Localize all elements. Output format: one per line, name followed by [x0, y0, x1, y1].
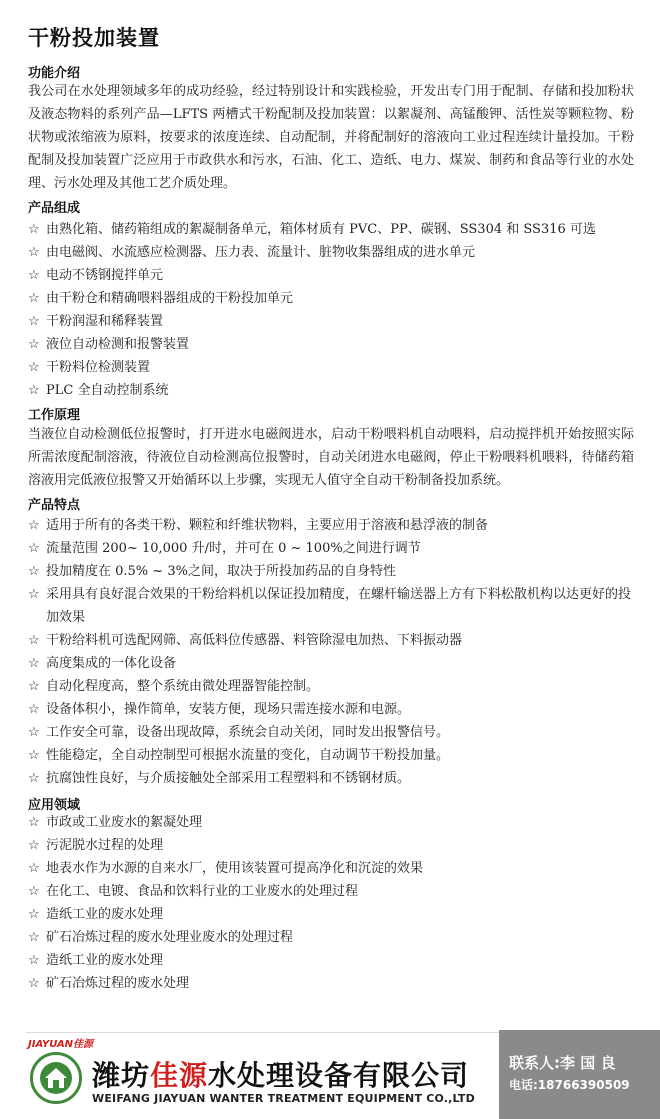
star-bullet-icon: ☆	[28, 587, 40, 602]
section-heading-applications: 应用领域	[28, 798, 81, 813]
list-item-text: 流量范围 200~ 10,000 升/时，并可在 0 ~ 100%之间进行调节	[46, 541, 421, 556]
star-bullet-icon: ☆	[28, 884, 40, 899]
list-item-text: 造纸工业的废水处理	[46, 907, 164, 922]
list-item-text: 污泥脱水过程的处理	[46, 838, 164, 853]
star-bullet-icon: ☆	[28, 360, 40, 375]
list-item	[28, 675, 640, 698]
star-bullet-icon: ☆	[28, 771, 40, 786]
star-bullet-icon: ☆	[28, 748, 40, 763]
list-item	[28, 537, 640, 560]
list-item	[28, 926, 640, 949]
star-bullet-icon: ☆	[28, 383, 40, 398]
star-bullet-icon: ☆	[28, 656, 40, 671]
list-item-text: 适用于所有的各类干粉、颗粒和纤维状物料，主要应用于溶液和悬浮液的制备	[46, 518, 489, 533]
list-item	[28, 310, 640, 333]
list-item	[28, 629, 640, 652]
list-item-text: 设备体积小，操作简单，安装方便，现场只需连接水源和电源。	[46, 702, 411, 717]
list-item-text: 矿石冶炼过程的废水处理	[46, 976, 190, 991]
list-item-text: 性能稳定，全自动控制型可根据水流量的变化，自动调节干粉投加量。	[46, 748, 450, 763]
principle-paragraph: 当液位自动检测低位报警时，打开进水电磁阀进水，启动干粉喂料机自动喂料，启动搅拌机开始按照实际所需浓度配制溶液，待液位自动检测高位报警时，自动关闭进水电磁阀，停止干粉喂料机喂料，待储药箱溶液用完低液位报警又开始循环以上步骤，实现无人值守全自动干粉制备投加系统。	[28, 427, 634, 488]
list-item	[28, 698, 640, 721]
list-item-text: PLC 全自动控制系统	[46, 383, 169, 398]
footer-divider	[26, 1032, 499, 1033]
list-item	[28, 379, 640, 402]
list-item-text: 地表水作为水源的自来水厂，使用该装置可提高净化和沉淀的效果	[46, 861, 424, 876]
star-bullet-icon: ☆	[28, 679, 40, 694]
list-item-text: 市政或工业废水的絮凝处理	[46, 815, 203, 830]
list-item	[28, 834, 640, 857]
list-item-text: 投加精度在 0.5% ~ 3%之间，取决于所投加药品的自身特性	[46, 564, 396, 579]
star-bullet-icon: ☆	[28, 907, 40, 922]
star-bullet-icon: ☆	[28, 541, 40, 556]
list-item-text: 采用具有良好混合效果的干粉给料机以保证投加精度，在螺杆输送器上方有下料松散机构以达更好的投加效果	[46, 587, 632, 625]
house-icon	[40, 1062, 72, 1094]
star-bullet-icon: ☆	[28, 953, 40, 968]
list-item	[28, 949, 640, 972]
star-bullet-icon: ☆	[28, 702, 40, 717]
intro-paragraph: 我公司在水处理领域多年的成功经验，经过特别设计和实践检验，开发出专门用于配制、存储和投加粉状及液态物料的系列产品—LFTS 两槽式干粉配制及投加装置：以絮凝剂、高锰酸钾、活性炭等颗粒物、粉状物或浓缩液为原料，按要求的浓度连续、自动配制，并将配制好的溶液向工业过程连续计量投加。干粉配制及投加装置广泛应用于市政供水和污水，石油、化工、造纸、电力、煤炭、制药和食品等行业的水处理、污水处理及其他工艺介质处理。	[28, 84, 634, 191]
list-item-text: 由干粉仓和精确喂料器组成的干粉投加单元	[46, 291, 294, 306]
list-item	[28, 811, 640, 834]
star-bullet-icon: ☆	[28, 222, 40, 237]
list-item-text: 干粉料位检测装置	[46, 360, 151, 375]
company-logo-icon	[30, 1052, 82, 1104]
star-bullet-icon: ☆	[28, 564, 40, 579]
list-item-text: 干粉给料机可选配网筛、高低料位传感器、料管除湿电加热、下料振动器	[46, 633, 463, 648]
list-item-text: 液位自动检测和报警装置	[46, 337, 190, 352]
list-item	[28, 287, 640, 310]
star-bullet-icon: ☆	[28, 838, 40, 853]
star-bullet-icon: ☆	[28, 314, 40, 329]
list-item	[28, 356, 640, 379]
list-item	[28, 721, 640, 744]
section-heading-components: 产品组成	[28, 201, 81, 216]
list-item	[28, 583, 640, 629]
company-name-english: WEIFANG JIAYUAN WANTER TREATMENT EQUIPMENT CO.,LTD	[92, 1092, 475, 1105]
company-name-post: 水处理设备有限公司	[208, 1059, 470, 1092]
list-item	[28, 744, 640, 767]
company-name	[92, 1054, 469, 1094]
star-bullet-icon: ☆	[28, 518, 40, 533]
star-bullet-icon: ☆	[28, 976, 40, 991]
list-item	[28, 218, 640, 241]
features-list	[28, 514, 640, 790]
applications-list	[28, 811, 640, 995]
list-item	[28, 241, 640, 264]
list-item-text: 电动不锈钢搅拌单元	[46, 268, 164, 283]
list-item	[28, 560, 640, 583]
list-item-text: 抗腐蚀性良好，与介质接触处全部采用工程塑料和不锈钢材质。	[46, 771, 411, 786]
section-heading-intro: 功能介绍	[28, 66, 81, 81]
star-bullet-icon: ☆	[28, 725, 40, 740]
star-bullet-icon: ☆	[28, 291, 40, 306]
list-item	[28, 880, 640, 903]
list-item-text: 造纸工业的废水处理	[46, 953, 164, 968]
list-item-text: 矿石冶炼过程的废水处理业废水的处理过程	[46, 930, 294, 945]
company-footer	[0, 1030, 660, 1119]
list-item	[28, 264, 640, 287]
contact-box	[499, 1030, 660, 1119]
brand-tag: JIAYUAN佳源	[28, 1039, 94, 1050]
star-bullet-icon: ☆	[28, 861, 40, 876]
list-item	[28, 903, 640, 926]
list-item	[28, 652, 640, 675]
contact-phone: 电话:18766390509	[509, 1078, 630, 1092]
list-item	[28, 857, 640, 880]
list-item	[28, 333, 640, 356]
list-item-text: 在化工、电镀、食品和饮料行业的工业废水的处理过程	[46, 884, 359, 899]
list-item	[28, 972, 640, 995]
list-item	[28, 514, 640, 537]
contact-person: 联系人:李 国 良	[509, 1054, 616, 1072]
section-heading-features: 产品特点	[28, 498, 81, 513]
page-title: 干粉投加装置	[28, 26, 160, 50]
star-bullet-icon: ☆	[28, 633, 40, 648]
list-item	[28, 767, 640, 790]
star-bullet-icon: ☆	[28, 337, 40, 352]
list-item-text: 由熟化箱、储药箱组成的絮凝制备单元，箱体材质有 PVC、PP、碳钢、SS304 和 SS316 可选	[46, 222, 596, 237]
company-name-pre: 潍坊	[92, 1059, 151, 1092]
list-item-text: 高度集成的一体化设备	[46, 656, 177, 671]
star-bullet-icon: ☆	[28, 930, 40, 945]
star-bullet-icon: ☆	[28, 815, 40, 830]
list-item-text: 由电磁阀、水流感应检测器、压力表、流量计、脏物收集器组成的进水单元	[46, 245, 476, 260]
star-bullet-icon: ☆	[28, 268, 40, 283]
company-name-highlight: 佳源	[150, 1059, 209, 1092]
list-item-text: 干粉润湿和稀释装置	[46, 314, 164, 329]
section-heading-principle: 工作原理	[28, 408, 81, 423]
star-bullet-icon: ☆	[28, 245, 40, 260]
list-item-text: 工作安全可靠，设备出现故障，系统会自动关闭，同时发出报警信号。	[46, 725, 450, 740]
components-list	[28, 218, 640, 402]
list-item-text: 自动化程度高，整个系统由微处理器智能控制。	[46, 679, 320, 694]
logo-mark	[40, 1062, 72, 1094]
